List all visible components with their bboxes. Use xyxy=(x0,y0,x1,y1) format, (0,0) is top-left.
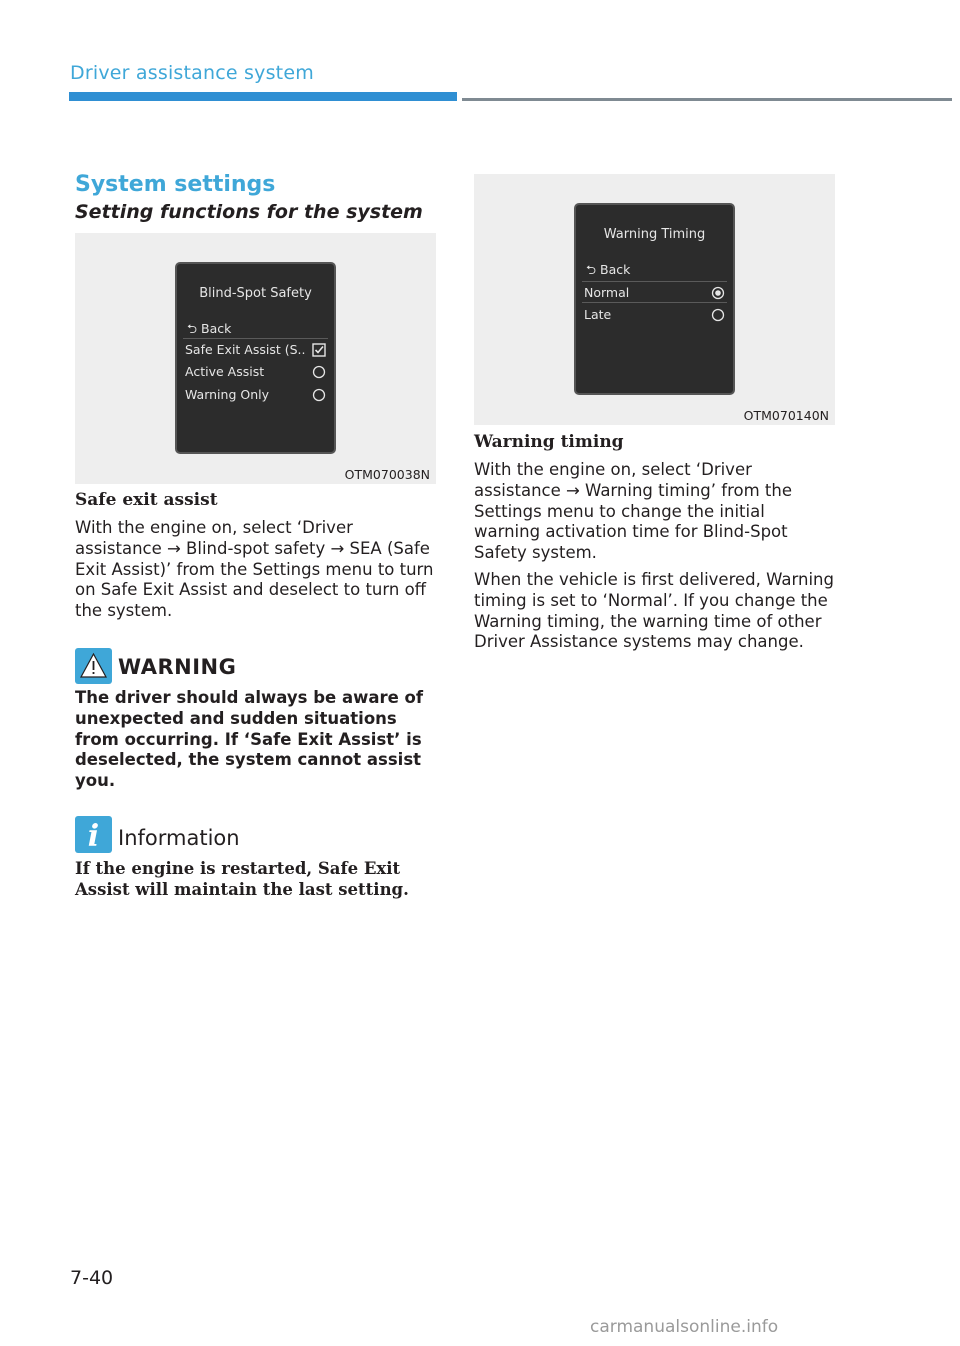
section-heading: System settings xyxy=(75,172,276,197)
information-body: If the engine is restarted, Safe Exit Assist will maintain the last setting. xyxy=(75,859,409,899)
information-title: Information xyxy=(118,826,240,850)
warning-icon xyxy=(75,648,112,684)
section-subheading: Setting functions for the system xyxy=(75,201,423,223)
warning-timing-body-1: With the engine on, select ‘Driver assistance → Warning timing’ from the Settings menu to change the initial warning activation time for Blind-Spot Safety system. xyxy=(474,460,792,563)
safe-exit-heading: Safe exit assist xyxy=(75,490,218,510)
option-warning-only xyxy=(183,384,328,406)
figure-code: OTM070140N xyxy=(743,408,829,423)
cluster-screen xyxy=(574,203,735,395)
back-label: Back xyxy=(201,321,232,336)
checkbox-checked-icon xyxy=(312,343,326,357)
option-label: Active Assist xyxy=(185,364,265,379)
screen-title: Warning Timing xyxy=(603,227,706,242)
back-arrow-icon: ⮌ xyxy=(187,321,198,336)
header-bar-rule xyxy=(462,98,952,101)
safe-exit-body: With the engine on, select ‘Driver assistance → Blind-spot safety → SEA (Safe Exit Assist)’ from the Settings menu to turn on Safe Exit Assist and deselect to turn off the system. xyxy=(75,518,434,621)
back-label: Back xyxy=(600,262,631,277)
watermark: carmanualsonline.info xyxy=(590,1317,779,1337)
option-late xyxy=(582,304,727,326)
radio-empty-icon xyxy=(312,388,326,402)
option-label: Late xyxy=(584,307,612,322)
figure-warning-timing xyxy=(474,174,835,425)
back-item xyxy=(586,261,630,282)
option-active-assist xyxy=(183,361,328,383)
figure-blind-spot-safety xyxy=(75,233,436,484)
back-arrow-icon: ⮌ xyxy=(586,262,597,277)
radio-empty-icon xyxy=(312,365,326,379)
radio-selected-icon xyxy=(711,286,725,300)
warning-body: The driver should always be aware of unexpected and sudden situations from occurring. If ‘Safe Exit Assist’ is deselected, the system cannot assist you. xyxy=(75,688,424,791)
information-icon xyxy=(75,816,112,853)
figure-code: OTM070038N xyxy=(344,467,430,482)
svg-text:i: i xyxy=(87,819,100,853)
option-normal xyxy=(582,281,727,303)
radio-empty-icon xyxy=(711,308,725,322)
option-label: Normal xyxy=(584,285,630,300)
warning-timing-heading: Warning timing xyxy=(474,432,624,452)
header-bar-accent xyxy=(69,92,457,101)
page-number: 7-40 xyxy=(70,1267,114,1289)
option-label: Warning Only xyxy=(185,387,269,402)
option-safe-exit-assist xyxy=(183,338,328,360)
warning-timing-body-2: When the vehicle is first delivered, Warning timing is set to ‘Normal’. If you change the Warning timing, the warning time of other Driver Assistance systems may change. xyxy=(474,570,834,652)
cluster-screen xyxy=(175,262,336,454)
running-header: Driver assistance system xyxy=(70,62,314,84)
screen-title: Blind-Spot Safety xyxy=(199,286,312,301)
option-label: Safe Exit Assist (S.. xyxy=(185,342,306,357)
warning-title: WARNING xyxy=(118,655,237,679)
